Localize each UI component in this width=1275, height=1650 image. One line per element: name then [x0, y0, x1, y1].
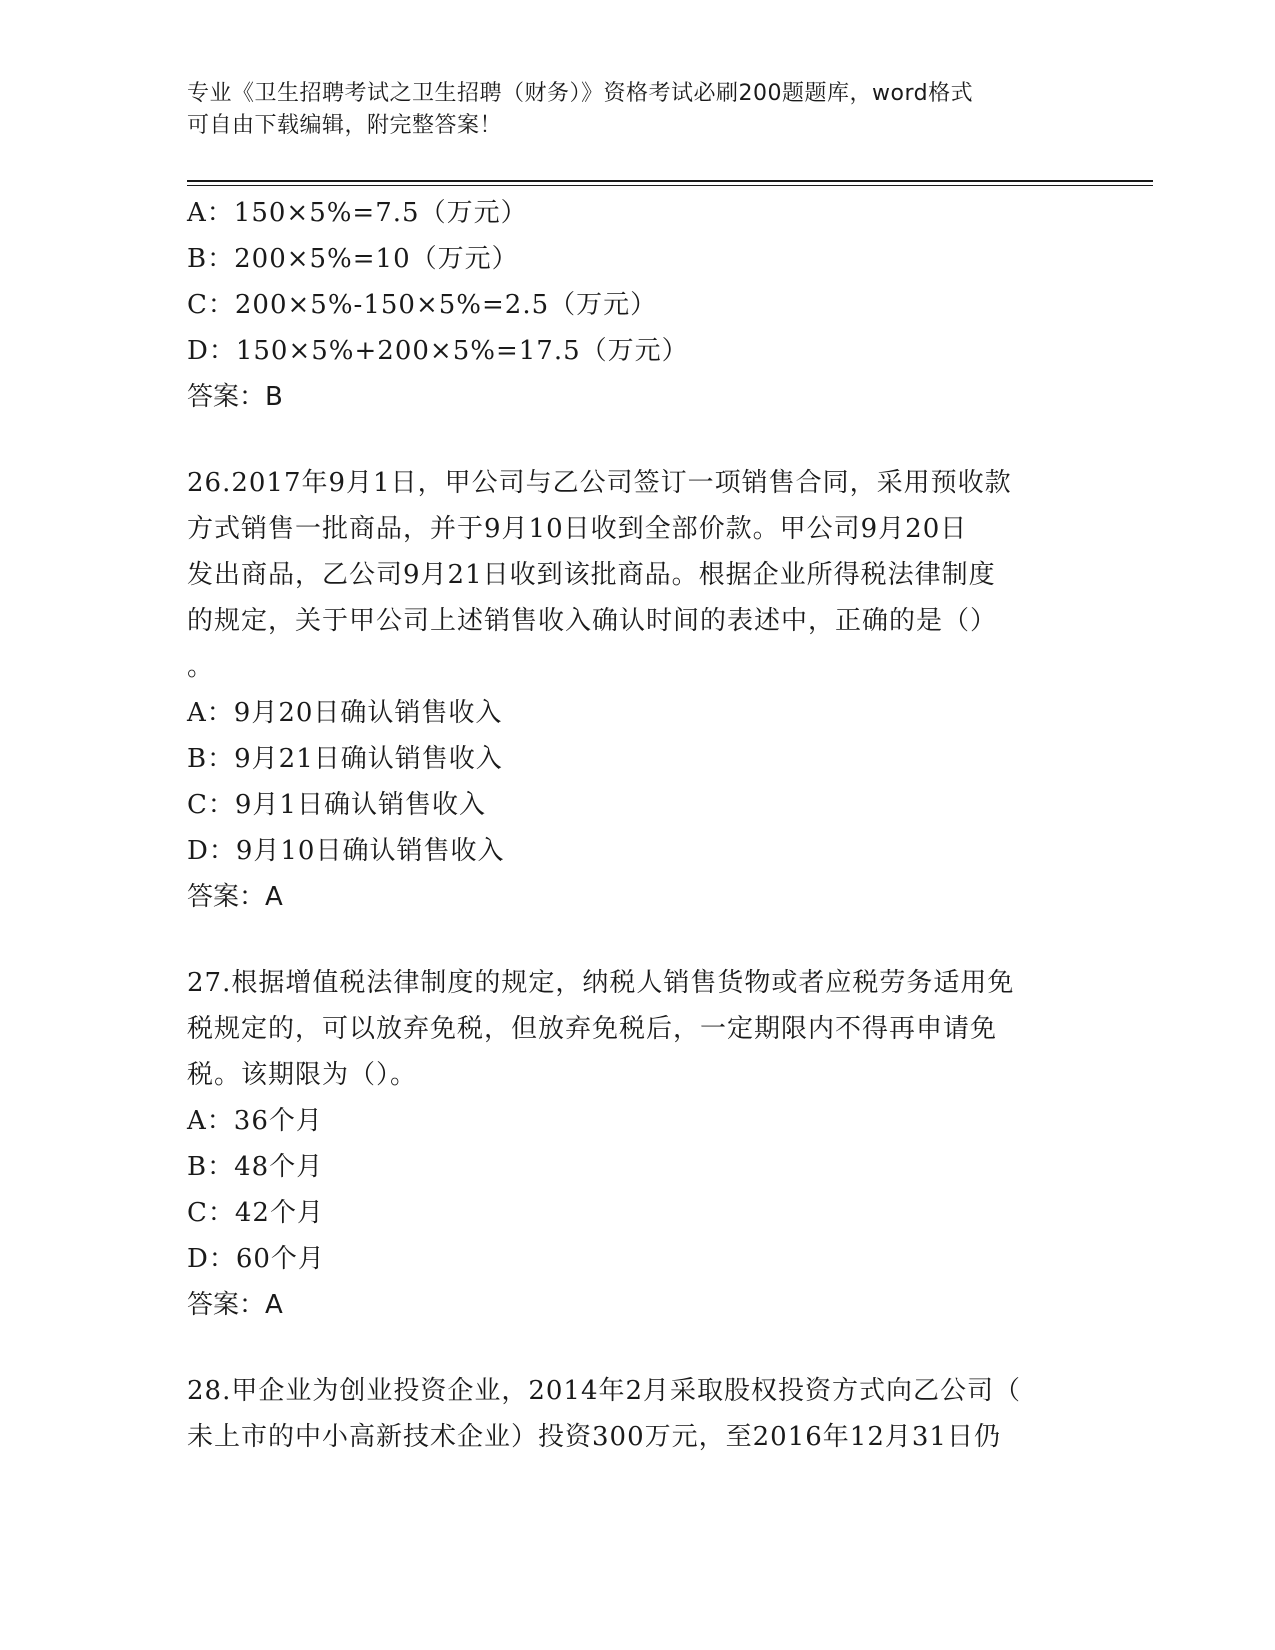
question-stem-line: 未上市的中小高新技术企业）投资300万元，至2016年12月31日仍 [187, 1422, 1001, 1452]
spacer [187, 920, 1087, 960]
question-stem-line: 。 [187, 652, 215, 682]
question-27 [187, 960, 1087, 1328]
header-line-2: 可自由下载编辑，附完整答案！ [187, 113, 503, 138]
document-body [187, 190, 1087, 1460]
question-stem-line: 税。该期限为（）。 [187, 1060, 418, 1090]
answer-text: 答案：A [187, 882, 283, 912]
option-a: A：9月20日确认销售收入 [187, 698, 503, 728]
question-stem-line: 27.根据增值税法律制度的规定，纳税人销售货物或者应税劳务适用免 [187, 968, 1015, 998]
question-stem-line: 发出商品，乙公司9月21日收到该批商品。根据企业所得税法律制度 [187, 560, 996, 590]
header-divider-thin [187, 185, 1153, 186]
option-c: C：200×5%-150×5%=2.5（万元） [187, 290, 658, 320]
question-stem-line: 26.2017年9月1日，甲公司与乙公司签订一项销售合同，采用预收款 [187, 468, 1012, 498]
option-d: D：60个月 [187, 1244, 325, 1274]
option-c: C：42个月 [187, 1198, 324, 1228]
header-divider-thick [187, 180, 1153, 182]
option-b: B：200×5%=10（万元） [187, 244, 519, 274]
option-a: A：150×5%=7.5（万元） [187, 198, 528, 228]
question-26 [187, 460, 1087, 920]
question-28 [187, 1368, 1087, 1460]
spacer [187, 1328, 1087, 1368]
option-c: C：9月1日确认销售收入 [187, 790, 486, 820]
question-stem-line: 方式销售一批商品，并于9月10日收到全部价款。甲公司9月20日 [187, 514, 968, 544]
question-stem-line: 税规定的，可以放弃免税，但放弃免税后，一定期限内不得再申请免 [187, 1014, 998, 1044]
option-b: B：9月21日确认销售收入 [187, 744, 503, 774]
option-a: A：36个月 [187, 1106, 323, 1136]
question-25 [187, 190, 1087, 420]
answer-text: 答案：B [187, 382, 283, 412]
question-stem-line: 的规定，关于甲公司上述销售收入确认时间的表述中，正确的是（） [187, 606, 998, 636]
answer-text: 答案：A [187, 1290, 283, 1320]
document-header [187, 78, 1067, 142]
spacer [187, 420, 1087, 460]
option-b: B：48个月 [187, 1152, 324, 1182]
option-d: D：9月10日确认销售收入 [187, 836, 505, 866]
option-d: D：150×5%+200×5%=17.5（万元） [187, 336, 689, 366]
question-stem-line: 28.甲企业为创业投资企业，2014年2月采取股权投资方式向乙公司（ [187, 1376, 1022, 1406]
header-line-1: 专业《卫生招聘考试之卫生招聘（财务）》资格考试必刷200题题库，word格式 [187, 81, 974, 106]
